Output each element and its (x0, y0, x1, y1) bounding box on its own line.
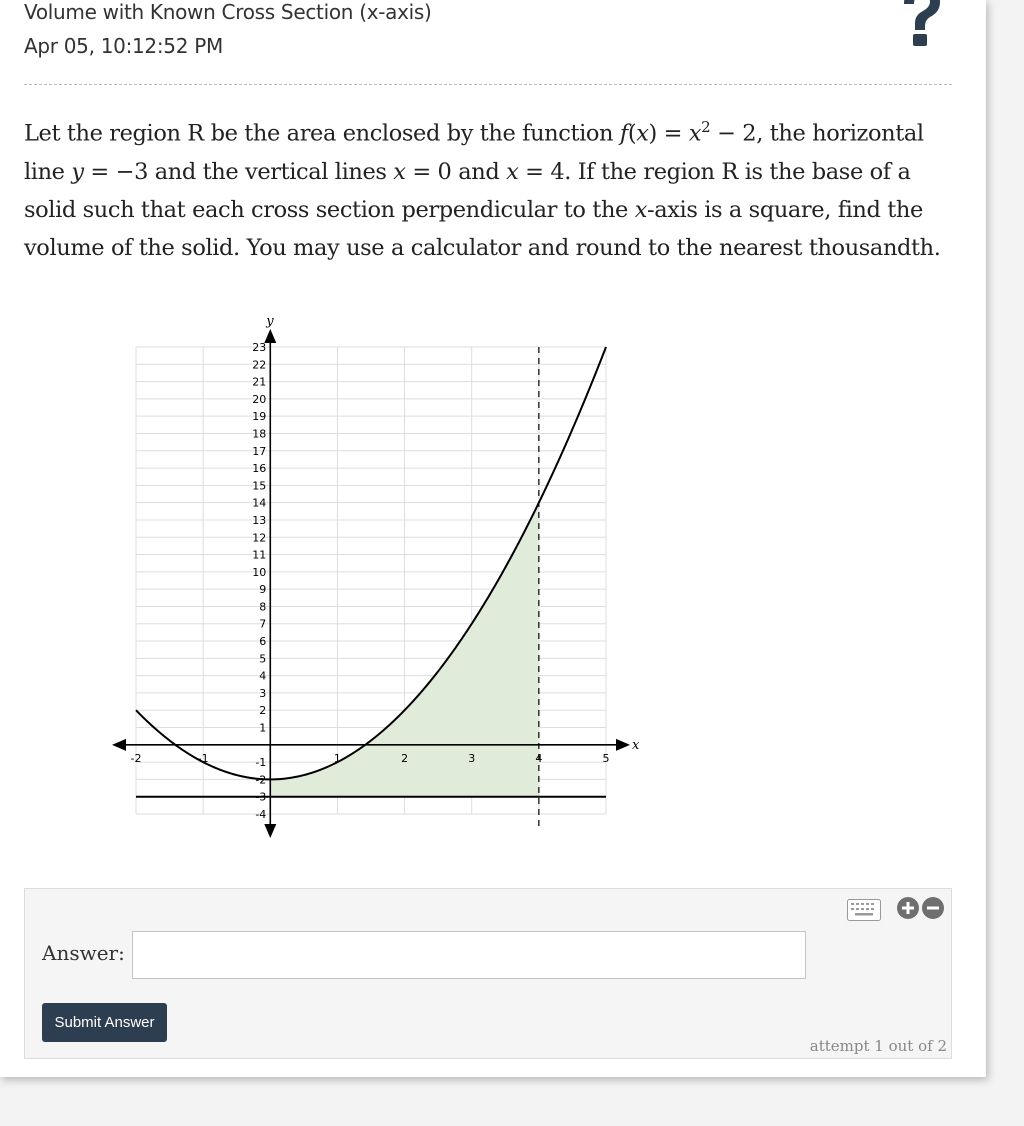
y-axis-label: y (266, 314, 274, 329)
x-tick-label: 3 (468, 751, 476, 765)
x-tick-label: 5 (602, 751, 610, 765)
plus-circle-icon[interactable] (896, 896, 920, 920)
y-tick-label: 7 (259, 617, 267, 631)
minus-circle-icon[interactable] (921, 896, 945, 920)
y-tick-label: 23 (252, 341, 267, 354)
answer-input[interactable] (132, 931, 806, 979)
y-tick-label: -3 (255, 790, 267, 804)
y-tick-label: 8 (259, 600, 267, 614)
y-tick-label: 9 (259, 583, 267, 597)
y-tick-label: 13 (252, 513, 267, 527)
y-tick-label: 1 (259, 721, 267, 735)
question-mark-icon[interactable] (900, 0, 944, 48)
y-tick-label: 17 (252, 444, 267, 458)
y-tick-label: 6 (259, 635, 267, 649)
x-tick-label: -2 (130, 751, 142, 765)
keyboard-icon[interactable] (847, 899, 881, 921)
y-tick-label: 2 (259, 704, 267, 718)
assignment-title: Volume with Known Cross Section (x-axis) (24, 0, 432, 24)
y-tick-label: 5 (259, 652, 267, 666)
y-tick-label: -1 (255, 756, 267, 770)
y-tick-label: 12 (252, 531, 267, 545)
y-axis-arrow-bottom (264, 824, 276, 838)
y-tick-label: 14 (252, 496, 267, 510)
y-tick-label: 18 (252, 427, 267, 441)
answer-panel (24, 888, 952, 1059)
y-tick-label: 10 (252, 565, 267, 579)
y-tick-label: 16 (252, 462, 267, 476)
x-tick-label: 4 (535, 751, 543, 765)
answer-label: Answer: (42, 941, 125, 965)
y-tick-label: -4 (255, 808, 267, 821)
y-tick-label: 11 (252, 548, 267, 562)
x-axis-arrow-right (616, 739, 630, 751)
y-tick-label: -2 (255, 773, 267, 787)
x-axis-arrow-left (112, 739, 126, 751)
submit-answer-button[interactable]: Submit Answer (42, 1003, 167, 1042)
x-axis-label: x (632, 737, 640, 753)
y-tick-label: 21 (252, 375, 267, 389)
y-tick-label: 4 (259, 669, 267, 683)
function-graph (108, 314, 648, 843)
problem-statement: Let the region R be the area enclosed by the function $f(x) = x^2 - 2$, the horizontal line y = −3 and the vertical lines x = 0 and x = 4. If the region R is the base of a solid such that each cross section perpendicular to the x-axis is a square, find the volume of the solid. You may use a calculator and round to the nearest thousandth. (24, 118, 941, 261)
y-tick-label: 22 (252, 358, 267, 372)
x-tick-label: -1 (197, 751, 209, 765)
timestamp: Apr 05, 10:12:52 PM (24, 34, 223, 58)
y-tick-label: 3 (259, 686, 267, 700)
y-tick-label: 19 (252, 410, 267, 424)
y-tick-label: 20 (252, 392, 267, 406)
header-divider (24, 84, 952, 85)
x-tick-label: 1 (333, 751, 341, 765)
attempt-counter: attempt 1 out of 2 (809, 1037, 947, 1055)
x-tick-label: 2 (401, 751, 409, 765)
y-tick-label: 15 (252, 479, 267, 493)
